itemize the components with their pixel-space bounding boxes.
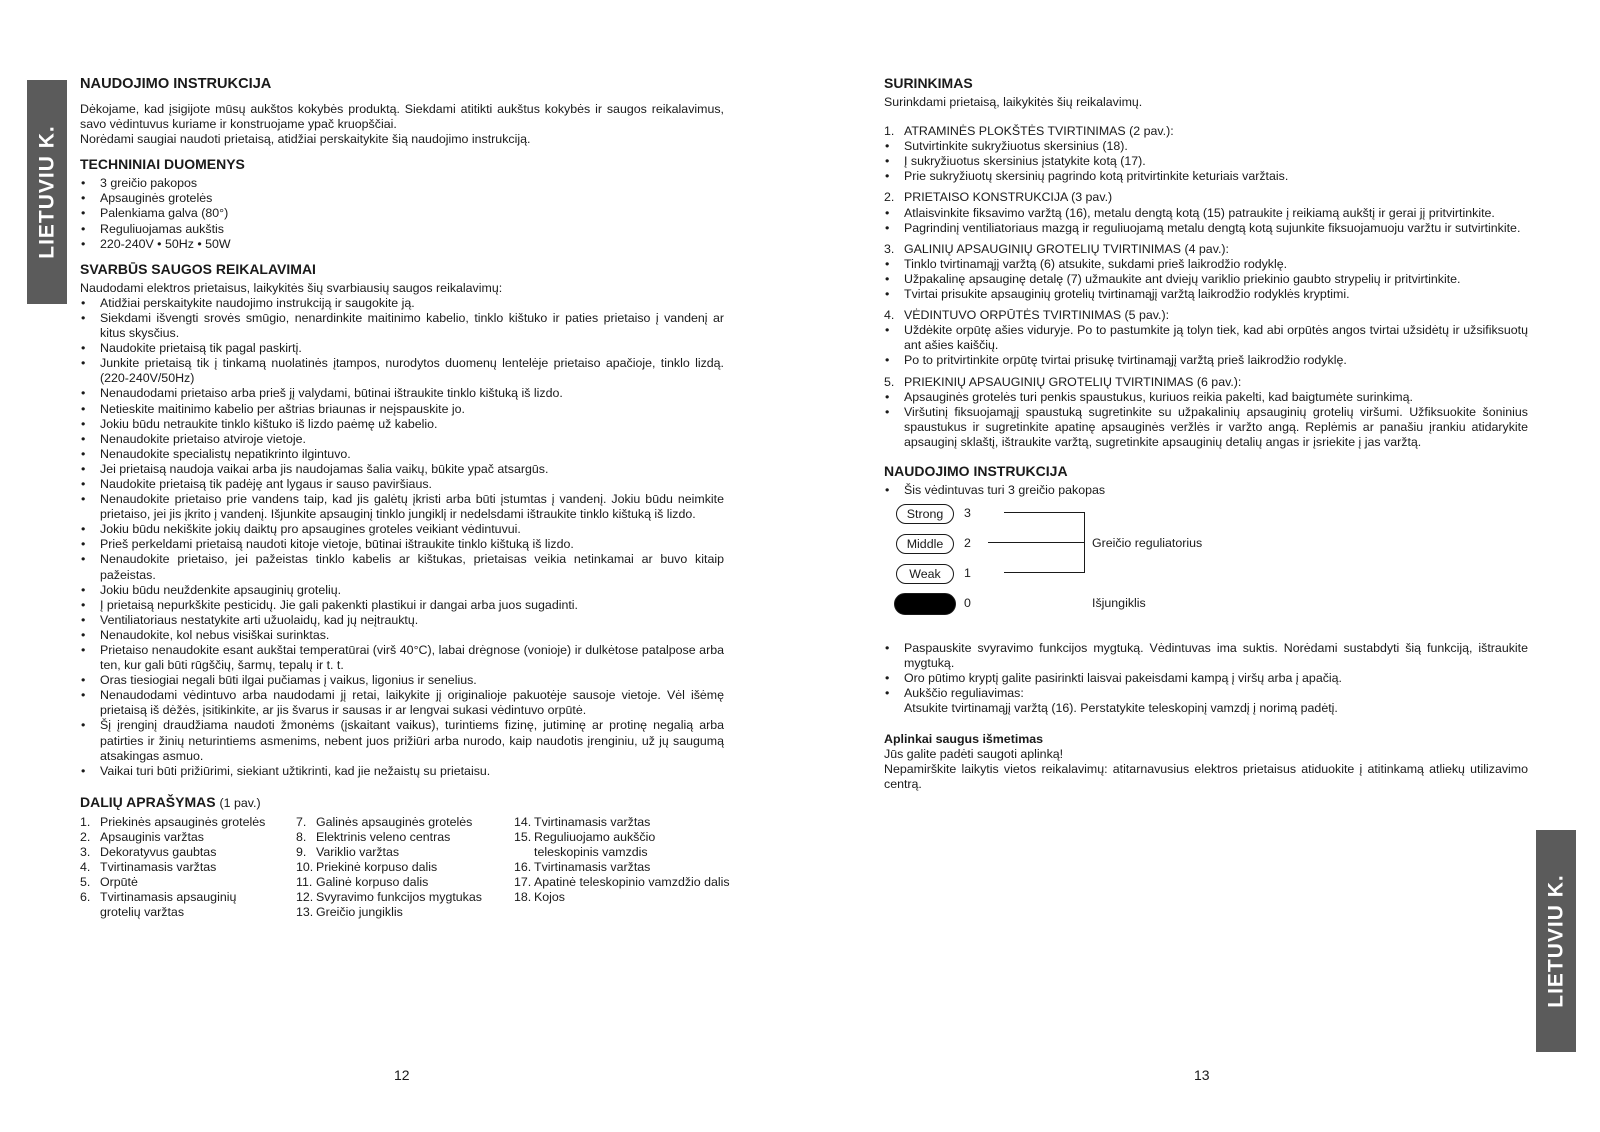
list-item: • Po to pritvirtinkite orpūtę tvirtai prisukę tvirtinamąjį varžtą prieš laikrodžio rodyklę. <box>884 353 1528 368</box>
page-number-left: 12 <box>394 1067 410 1083</box>
item-number: 3. <box>80 845 91 860</box>
step-title: PRIETAISO KONSTRUKCIJA (3 pav.) <box>904 190 1113 205</box>
speed-number: 0 <box>964 596 971 611</box>
step-title: PRIEKINIŲ APSAUGINIŲ GROTELIŲ TVIRTINIMAS (6 pav.): <box>904 374 1242 389</box>
step-number: 1. <box>884 124 895 139</box>
step-heading <box>884 190 1528 205</box>
list-item: • Viršutinį fiksuojamąjį spaustuką sugretinkite su užpakalinių apsauginių grotelių viršumi. Užfiksuokite šoninius spaustukus ir sugretinkite apatinę apsauginės veržlės ir varžto angą. Replėmis ar panašiu įrankiu atidarykite apsauginį sklaštį, ištraukite varžtą, sugretinkite apsauginių detalių angas ir įsriekite į jas varžtą. <box>884 405 1528 450</box>
step-title: ATRAMINĖS PLOKŠTĖS TVIRTINIMAS (2 pav.): <box>904 124 1174 139</box>
list-item: • Naudokite prietaisą tik pagal paskirtį. <box>80 341 724 356</box>
list-item <box>296 860 514 875</box>
list-item: • Šį įrenginį draudžiama naudoti žmonėms (įskaitant vaikus), turintiems fizinę, jutiminę ar protinę negalią arba patirties ir žinių neturintiems asmenims, nebent juos prižiūri arba nurodo, kaip naudotis įrenginiu, už jų saugumą atsakingas asmuo. <box>80 718 724 763</box>
item-text: Variklio varžtas <box>316 845 400 860</box>
section-title-safety: SVARBŪS SAUGOS REIKALAVIMAI <box>80 260 316 277</box>
bracket-line <box>1004 572 1084 573</box>
list-item <box>80 875 296 890</box>
bracket-line <box>1004 512 1084 513</box>
parts-column-3 <box>514 814 730 921</box>
item-text: Reguliuojamo aukščio teleskopinis vamzdis <box>534 829 656 860</box>
item-number: 14. <box>514 814 532 829</box>
list-item: • Paspauskite svyravimo funkcijos mygtuką. Vėdintuvas ima suktis. Norėdami sustabdyti šią funkciją, ištraukite mygtuką. <box>884 641 1528 671</box>
list-item: • Palenkiama galva (80°) <box>80 206 724 221</box>
speed-weak-label: Weak <box>896 564 954 584</box>
list-item: • Šis vėdintuvas turi 3 greičio pakopas <box>884 483 1528 498</box>
bracket-line <box>988 542 1084 543</box>
step-list <box>884 390 1528 450</box>
speed-middle-label: Middle <box>896 534 954 554</box>
off-switch-symbol <box>894 593 956 615</box>
step-heading <box>884 124 1528 139</box>
list-item: • Siekdami išvengti srovės smūgio, nenardinkite maitinimo kabelio, tinklo kištuko ir paties prietaiso į vandenį ar kitus skysčius. <box>80 311 724 341</box>
item-number: 18. <box>514 890 532 905</box>
item-text: Greičio jungiklis <box>316 905 403 920</box>
item-text: Priekinės apsauginės grotelės <box>100 814 266 829</box>
item-text: Dekoratyvus gaubtas <box>100 845 217 860</box>
list-item: • Tvirtai prisukite apsauginių grotelių tvirtinamąjį varžtą laikrodžio rodyklės kryptimi. <box>884 287 1528 302</box>
list-item: • Netieskite maitinimo kabelio per aštrias briaunas ir neįspauskite jo. <box>80 402 724 417</box>
step-title: VĖDINTUVO ORPŪTĖS TVIRTINIMAS (5 pav.): <box>904 308 1170 323</box>
height-adjust-note: Atsukite tvirtinamąjį varžtą (16). Perstatykite teleskopinį vamzdį į norimą padėtį. <box>904 701 1338 716</box>
item-number: 1. <box>80 814 91 829</box>
list-item <box>80 845 296 860</box>
speed-number: 3 <box>964 506 971 521</box>
step-list <box>884 139 1528 184</box>
step-heading <box>884 242 1528 257</box>
section-title-parts <box>80 793 724 812</box>
list-item <box>514 890 724 905</box>
list-item: • Nenaudokite prietaiso, jei pažeistas tinklo kabelis ar kištukas, prietaisas veikia netinkamai ar buvo kitaip pažeistas. <box>80 552 724 582</box>
list-item: • Jei prietaisą naudoja vaikai arba jis naudojamas šalia vaikų, būkite ypač atsargūs. <box>80 462 724 477</box>
bracket-line <box>1084 512 1085 573</box>
item-text: Tvirtinamasis varžtas <box>100 860 217 875</box>
step-heading <box>884 375 1528 390</box>
item-number: 9. <box>296 845 307 860</box>
parts-title: DALIŲ APRAŠYMAS <box>80 793 216 810</box>
list-item: • 3 greičio pakopos <box>80 176 724 191</box>
item-number: 6. <box>80 890 91 905</box>
step-number: 3. <box>884 241 895 256</box>
item-number: 10. <box>296 860 314 875</box>
item-text: Galinės apsauginės grotelės <box>316 814 473 829</box>
speed-number: 2 <box>964 536 971 551</box>
speed-strong-label: Strong <box>896 504 954 524</box>
safety-list <box>80 296 724 779</box>
list-item: • Oras tiesiogiai negali būti ilgai pučiamas į vaikus, ligonius ir senelius. <box>80 673 724 688</box>
item-number: 11. <box>296 875 313 890</box>
list-item: • Tinklo tvirtinamąjį varžtą (6) atsukite, sukdami prieš laikrodžio rodyklę. <box>884 257 1528 272</box>
page-title: NAUDOJIMO INSTRUKCIJA <box>80 76 272 92</box>
list-item <box>514 815 724 830</box>
item-number: 5. <box>80 875 91 890</box>
environment-title: Aplinkai saugus išmetimas <box>884 731 1044 746</box>
off-switch-label: Išjungiklis <box>1092 596 1146 611</box>
list-item <box>296 905 514 920</box>
item-number: 7. <box>296 814 307 829</box>
list-item: • Nenaudokite prietaiso atviroje vietoje. <box>80 432 724 447</box>
list-item <box>296 875 514 890</box>
item-text: Svyravimo funkcijos mygtukas <box>316 890 482 905</box>
list-item: • Nenaudodami prietaiso arba prieš jį valydami, būtinai ištraukite tinklo kištuką iš lizdo. <box>80 386 724 401</box>
list-item: • Prietaiso nenaudokite esant aukštai temperatūrai (virš 40°C), labai drėgnose (vonioje) ir dulkėtose patalpose arba ten, kur gali būti rūgščių, šarmų, tepalų ir t. t. <box>80 643 724 673</box>
list-item: • Ventiliatoriaus nestatykite arti užuolaidų, kad jų neįtrauktų. <box>80 613 724 628</box>
list-item: • Prie sukryžiuotų skersinių pagrindo kotą pritvirtinkite keturiais varžtais. <box>884 169 1528 184</box>
list-item: • Nenaudodami vėdintuvo arba naudodami jį retai, laikykite jį originalioje pakuotėje sausoje vietoje. Vėl išėmę prietaisą iš dėžės, įsitikinkite, ar jis švarus ir sausas ir ar lengvai sukasi vėdintuvo orpūtė. <box>80 688 724 718</box>
list-item: • Atlaisvinkite fiksavimo varžtą (16), metalu dengtą kotą (15) patraukite į reikiamą aukštį ir gerai jį pritvirtinkite. <box>884 206 1528 221</box>
item-text: Orpūtė <box>100 875 138 890</box>
page-number-right: 13 <box>1194 1067 1210 1083</box>
language-tab-right <box>1536 830 1576 1052</box>
step-number: 2. <box>884 190 895 205</box>
right-page <box>884 74 1528 792</box>
list-item <box>514 830 684 860</box>
list-item <box>80 890 270 920</box>
speed-regulator-label: Greičio reguliatorius <box>1092 536 1203 551</box>
item-text: Galinė korpuso dalis <box>316 875 429 890</box>
list-item: • Uždėkite orpūtę ašies viduryje. Po to pastumkite ją tolyn tiek, kad abi orpūtės angos tvirtai užsidėtų ir užsifiksuotų ant ašies kaiščių. <box>884 323 1528 353</box>
usage-list <box>884 641 1528 701</box>
list-item: • Apsauginės grotelės <box>80 191 724 206</box>
item-text: Elektrinis veleno centras <box>316 829 451 844</box>
item-number: 15. <box>514 829 532 844</box>
list-item: • Jokiu būdu nekiškite jokių daiktų pro apsaugines groteles veikiant vėdintuvui. <box>80 522 724 537</box>
item-text: Tvirtinamasis varžtas <box>534 814 651 829</box>
list-item: • Oro pūtimo kryptį galite pasirinkti laisvai pakeisdami kampą į viršų arba į apačią. <box>884 671 1528 686</box>
list-item: • Į prietaisą nepurkškite pesticidų. Jie gali pakenkti plastikui ir dangai arba juos sugadinti. <box>80 598 724 613</box>
list-item: • Reguliuojamas aukštis <box>80 222 724 237</box>
parts-figure-ref: (1 pav.) <box>219 795 261 810</box>
item-number: 2. <box>80 829 91 844</box>
step-list <box>884 257 1528 302</box>
parts-column-2 <box>296 815 514 921</box>
list-item: • Naudokite prietaisą tik padėję ant lygaus ir sauso paviršiaus. <box>80 477 724 492</box>
list-item: • Prieš perkeldami prietaisą naudoti kitoje vietoje, būtinai ištraukite tinklo kištuką iš lizdo. <box>80 537 724 552</box>
item-text: Kojos <box>534 890 565 905</box>
list-item: • Junkite prietaisą tik į tinkamą nuolatinės įtampos, nurodytos duomenų lentelėje prietaiso apačioje, tinklo lizdą. (220-240V/50Hz) <box>80 356 724 386</box>
list-item <box>80 830 296 845</box>
item-text: Tvirtinamasis varžtas <box>534 860 651 875</box>
item-number: 16. <box>514 860 532 875</box>
item-number: 12. <box>296 890 314 905</box>
list-item <box>80 815 296 830</box>
item-text: Priekinė korpuso dalis <box>316 860 438 875</box>
list-item: • Atidžiai perskaitykite naudojimo instrukciją ir saugokite ją. <box>80 296 724 311</box>
list-item: • Į sukryžiuotus skersinius įstatykite kotą (17). <box>884 154 1528 169</box>
safety-intro: Naudodami elektros prietaisus, laikykitės šių svarbiausių saugos reikalavimų: <box>80 280 503 295</box>
environment-text: Jūs galite padėti saugoti aplinką! <box>884 746 1064 761</box>
item-text: Apatinė teleskopinio vamzdžio dalis <box>534 875 730 890</box>
usage-intro-list <box>884 483 1528 498</box>
section-title-usage: NAUDOJIMO INSTRUKCIJA <box>884 462 1068 479</box>
list-item <box>296 830 514 845</box>
language-tab-left <box>27 80 67 304</box>
list-item: • Užpakalinę apsauginę detalę (7) užmaukite ant dviejų variklio priekinio gaubto strypelių ir pritvirtinkite. <box>884 272 1528 287</box>
list-item: • Aukščio reguliavimas: <box>884 686 1528 701</box>
item-text: Apsauginis varžtas <box>100 829 204 844</box>
tech-list <box>80 176 724 251</box>
list-item <box>296 890 514 905</box>
item-text: Tvirtinamasis apsauginių grotelių varžtas <box>100 890 237 920</box>
list-item <box>514 875 734 890</box>
step-list <box>884 323 1528 368</box>
item-number: 13. <box>296 905 314 920</box>
list-item: • Nenaudokite, kol nebus visiškai surinktas. <box>80 628 724 643</box>
parts-column-1 <box>80 815 296 921</box>
speed-number: 1 <box>964 566 971 581</box>
parts-list <box>80 814 730 921</box>
list-item: • 220-240V • 50Hz • 50W <box>80 237 724 252</box>
item-number: 8. <box>296 829 307 844</box>
list-item <box>296 815 514 830</box>
step-list <box>884 206 1528 236</box>
list-item: • Sutvirtinkite sukryžiuotus skersinius (18). <box>884 139 1528 154</box>
list-item: • Vaikai turi būti prižiūrimi, siekiant užtikrinti, kad jie nežaistų su prietaisu. <box>80 764 724 779</box>
list-item <box>80 860 296 875</box>
intro-paragraph: Norėdami saugiai naudoti prietaisą, atidžiai perskaitykite šią naudojimo instrukciją. <box>80 132 531 147</box>
list-item <box>296 845 514 860</box>
assembly-intro: Surinkdami prietaisą, laikykitės šių reikalavimų. <box>884 95 1143 109</box>
list-item: • Jokiu būdu neuždenkite apsauginių grotelių. <box>80 583 724 598</box>
environment-text: Nepamirškite laikytis vietos reikalavimų: atitarnavusius elektros prietaisus atiduokite į atitinkamą atliekų utilizavimo centrą. <box>884 761 1528 791</box>
list-item: • Pagrindinį ventiliatoriaus mazgą ir reguliuojamą metalu dengtą kotą sujunkite fiksuojamuoju varžtu ir sutvirtinkite. <box>884 221 1528 236</box>
left-page <box>80 74 730 921</box>
item-number: 17. <box>514 875 532 890</box>
step-title: GALINIŲ APSAUGINIŲ GROTELIŲ TVIRTINIMAS (4 pav.): <box>904 241 1229 256</box>
list-item <box>514 860 724 875</box>
step-number: 4. <box>884 308 895 323</box>
language-tab-label: LIETUVIU K. <box>1544 874 1568 1008</box>
list-item: • Nenaudokite prietaiso prie vandens taip, kad jis galėtų įkristi arba būti įstumtas į vandenį. Jokiu būdu neimkite prietaiso, jei jis įkrito į vandenį. Išjunkite apsauginį tinklo jungiklį ir nedelsdami ištraukite tinklo kištuką iš lizdo. <box>80 492 724 522</box>
list-item: • Jokiu būdu netraukite tinklo kištuko iš lizdo paėmę už kabelio. <box>80 417 724 432</box>
step-number: 5. <box>884 374 895 389</box>
list-item: • Nenaudokite specialistų nepatikrinto ilgintuvo. <box>80 447 724 462</box>
intro-paragraph: Dėkojame, kad įsigijote mūsų aukštos kokybės produktą. Siekdami atitikti aukštus kokybės ir saugos reikalavimus, savo vėdintuvus kuriame ir konstruojame ypač kruopščiai. <box>80 102 724 132</box>
step-heading <box>884 308 1528 323</box>
list-item: • Apsauginės grotelės turi penkis spaustukus, kuriuos reikia pakelti, kad baigtumėte surinkimą. <box>884 390 1528 405</box>
speed-diagram <box>884 501 1528 627</box>
section-title-tech: TECHNINIAI DUOMENYS <box>80 156 245 173</box>
section-title-assembly: SURINKIMAS <box>884 75 973 91</box>
language-tab-label: LIETUVIU K. <box>35 125 59 259</box>
item-number: 4. <box>80 860 91 875</box>
